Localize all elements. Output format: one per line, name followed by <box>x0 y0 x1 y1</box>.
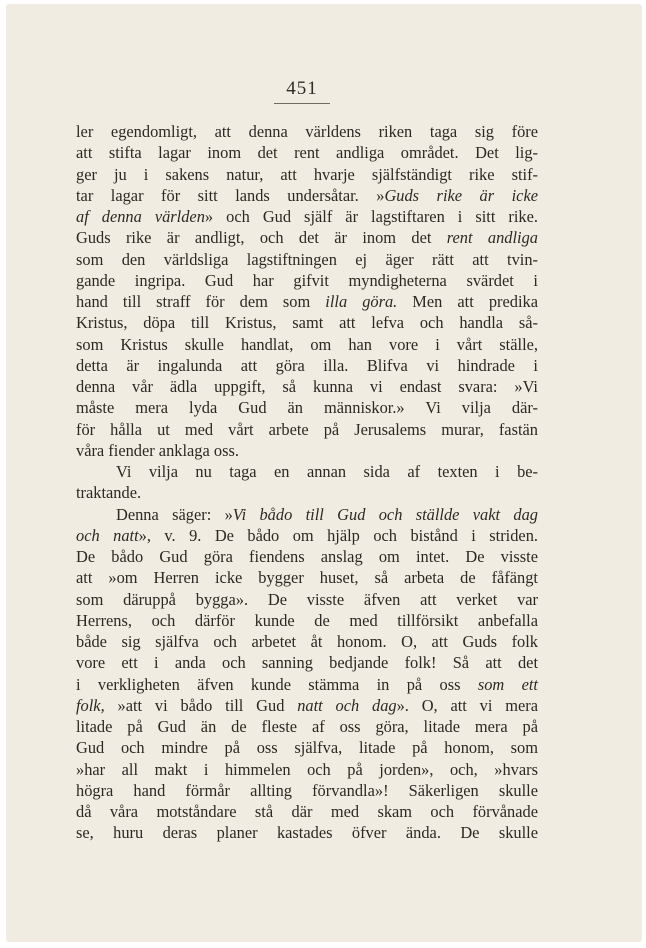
text-segment: gande ingripa. Gud har gifvit myndigheterna svärdet i <box>76 270 538 290</box>
text-line <box>76 716 538 737</box>
text-segment: måste mera lyda Gud än människor.» Vi vilja där- <box>76 398 538 418</box>
text-line <box>76 121 538 142</box>
italic-segment: som ett <box>477 674 538 694</box>
text-line <box>76 376 538 397</box>
text-segment: »att vi bådo till Gud <box>104 695 298 715</box>
text-segment: Gud och mindre på oss själfva, litade på honom, som <box>76 738 538 758</box>
text-line <box>76 504 538 525</box>
text-line <box>76 164 538 185</box>
text-segment: litade på Gud än de fleste af oss göra, litade mera på <box>76 717 538 736</box>
text-line <box>76 780 538 801</box>
italic-segment: Guds rike är icke <box>384 185 538 205</box>
text-line <box>76 355 538 376</box>
text-line <box>76 461 538 482</box>
text-segment: hand till straff för dem som <box>76 292 326 311</box>
italic-segment: Vi bådo till Gud och ställde vakt dag <box>232 504 538 524</box>
text-segment: ger ju i sakens natur, att hvarje själfständigt rike stif- <box>76 164 538 184</box>
text-line <box>76 206 538 227</box>
text-segment: traktande. <box>76 483 142 503</box>
text-line <box>76 631 538 652</box>
italic-segment: illa göra. <box>325 292 398 311</box>
text-segment: ». O, att vi mera <box>396 695 538 715</box>
text-segment: tar lagar för sitt lands undersåtar. » <box>76 185 385 205</box>
text-line <box>76 291 538 312</box>
text-line <box>76 589 538 610</box>
italic-segment: och natt <box>76 525 139 545</box>
italic-segment: natt och dag <box>297 695 397 715</box>
text-line <box>76 270 538 291</box>
text-line <box>76 334 538 355</box>
text-segment: denna vår ädla uppgift, så kunna vi endast svara: »Vi <box>76 377 538 396</box>
text-segment: » och Gud själf är lagstiftaren i sitt rike. <box>204 207 538 226</box>
text-segment: högra hand förmår allting förvandla»! Säkerligen skulle <box>76 780 538 800</box>
text-segment: vore ett i anda och sanning bedjande folk! Så att det <box>76 653 538 673</box>
italic-segment: af denna världen <box>76 207 205 226</box>
text-segment: Herrens, och därför kunde de med tillförsikt anbefalla <box>76 610 538 630</box>
text-line <box>76 759 538 780</box>
text-line <box>76 695 538 716</box>
text-line <box>76 822 538 843</box>
italic-segment: folk, <box>76 695 105 715</box>
text-line <box>76 737 538 758</box>
text-segment: våra fiender anklaga oss. <box>76 440 239 460</box>
text-segment: att stifta lagar inom det rent andliga området. Det lig- <box>76 143 538 163</box>
text-line <box>76 227 538 248</box>
text-line <box>76 567 538 588</box>
text-line <box>76 249 538 270</box>
text-segment: », v. 9. De bådo om hjälp och bistånd i striden. <box>138 525 538 545</box>
text-segment: Vi vilja nu taga en annan sida af texten i be- <box>116 462 538 481</box>
text-line <box>76 397 538 418</box>
text-line <box>76 674 538 695</box>
text-line <box>76 482 538 503</box>
text-segment: ler egendomligt, att denna världens riken taga sig före <box>76 122 538 141</box>
text-line <box>76 440 538 461</box>
text-segment: »har all makt i himmelen och på jorden», och, »hvars <box>76 759 538 779</box>
body-text <box>76 121 538 844</box>
text-segment: som Kristus skulle handlat, om han vore i vårt ställe, <box>76 334 538 354</box>
text-segment: De bådo Gud göra fiendens anslag om intet. De visste <box>76 547 538 566</box>
text-line <box>76 546 538 567</box>
text-segment: i verkligheten äfven kunde stämma in på oss <box>76 674 478 694</box>
text-line <box>76 652 538 673</box>
text-line <box>76 185 538 206</box>
text-line <box>76 610 538 631</box>
text-segment: som den världsliga lagstiftningen ej äger rätt att tvin- <box>76 249 538 269</box>
text-segment: för hålla ut med vårt arbete på Jerusalems murar, fastän <box>76 419 538 439</box>
text-segment: Guds rike är andligt, och det är inom det <box>76 228 447 248</box>
italic-segment: rent andliga <box>446 228 538 248</box>
text-line <box>76 312 538 333</box>
text-segment: som däruppå bygga». De visste äfven att verket var <box>76 589 538 609</box>
text-segment: både sig själfva och arbetet åt honom. O, att Guds folk <box>76 632 538 651</box>
text-segment: detta är ingalunda att göra illa. Blifva vi hindrade i <box>76 355 538 375</box>
text-line <box>76 525 538 546</box>
text-segment: att »om Herren icke bygger huset, så arbeta de fåfängt <box>76 568 538 588</box>
text-line <box>76 142 538 163</box>
text-line <box>76 801 538 822</box>
book-page <box>6 4 642 942</box>
text-segment: då våra motståndare stå där med skam och förvånade <box>76 802 538 821</box>
text-line <box>76 419 538 440</box>
text-segment: Denna säger: » <box>116 504 233 524</box>
text-segment: Kristus, döpa till Kristus, samt att lefva och handla så- <box>76 313 538 333</box>
page-number: 451 <box>274 78 330 104</box>
text-segment: Men att predika <box>397 292 538 311</box>
text-segment: se, huru deras planer kastades öfver ända. De skulle <box>76 823 538 843</box>
